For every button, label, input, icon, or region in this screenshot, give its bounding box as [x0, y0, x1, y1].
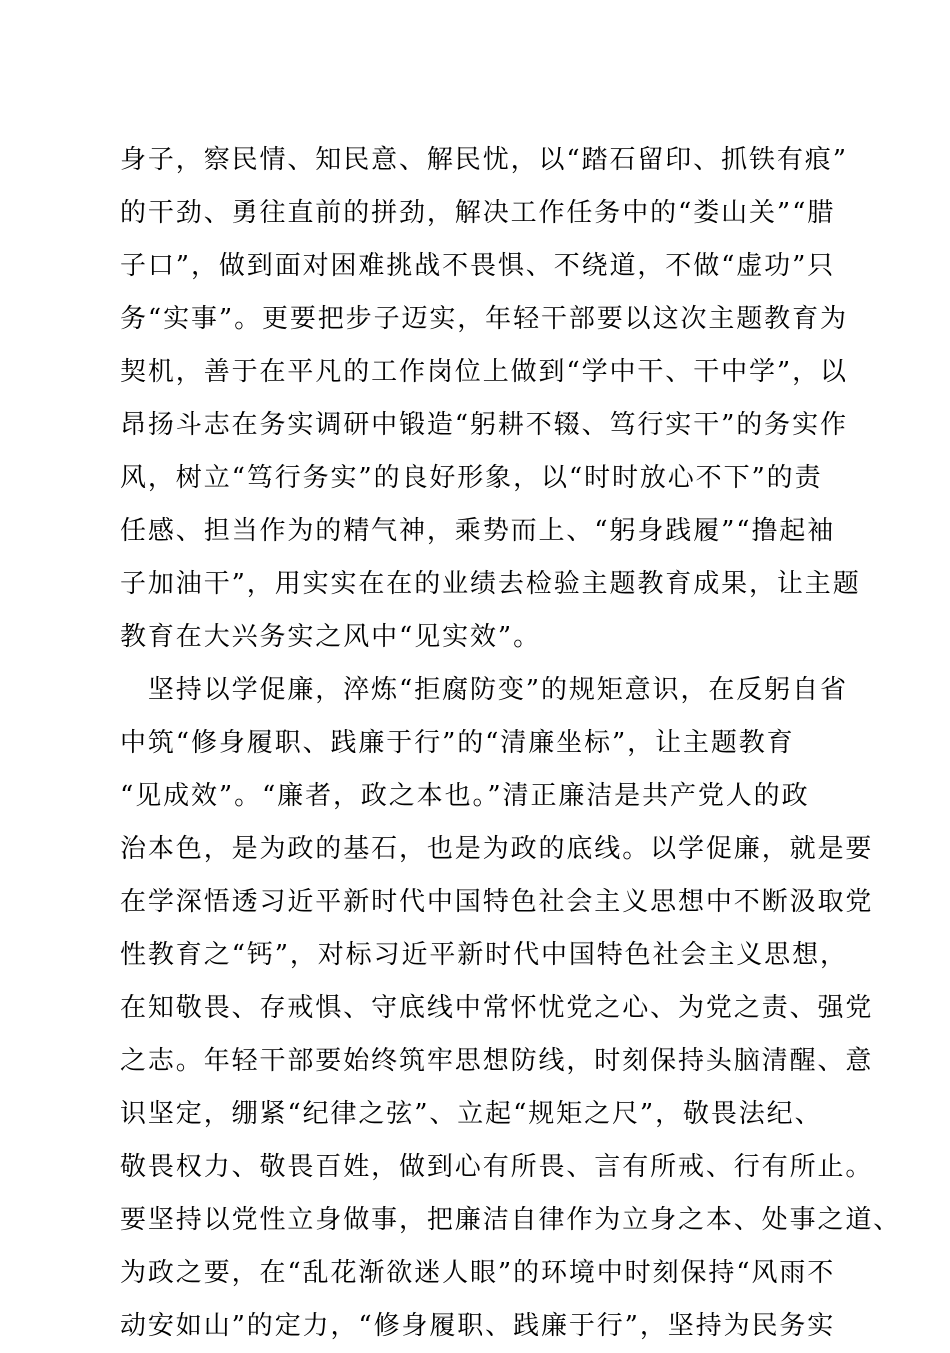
text-line: 性教育之“钙”，对标习近平新时代中国特色社会主义思想， — [120, 940, 848, 970]
text-line: 敬畏权力、敬畏百姓，做到心有所畏、言有所戒、行有所止。 — [120, 1152, 874, 1182]
text-line: 昂扬斗志在务实调研中锻造“躬耕不辍、笃行实干”的务实作 — [120, 410, 848, 440]
text-line: 在知敬畏、存戒惧、守底线中常怀忧党之心、为党之责、强党 — [120, 993, 874, 1023]
text-line: 教育在大兴务实之风中“见实效”。 — [120, 622, 541, 652]
text-line: 中筑“修身履职、践廉于行”的“清廉坐标”，让主题教育 — [120, 728, 795, 758]
text-line: 治本色，是为政的基石，也是为政的底线。以学促廉，就是要 — [120, 834, 874, 864]
text-line: 之志。年轻干部要始终筑牢思想防线，时刻保持头脑清醒、意 — [120, 1046, 874, 1076]
text-line: “见成效”。“廉者，政之本也。”清正廉洁是共产党人的政 — [120, 781, 810, 811]
text-line: 的干劲、勇往直前的拼劲，解决工作任务中的“娄山关”“腊 — [120, 198, 836, 228]
text-line: 动安如山”的定力，“修身履职、践廉于行”，坚持为民务实 — [120, 1311, 836, 1341]
text-line: 在学深悟透习近平新时代中国特色社会主义思想中不断汲取党 — [120, 887, 874, 917]
text-line: 识坚定，绷紧“纪律之弦”、立起“规矩之尺”，敬畏法纪、 — [120, 1099, 823, 1129]
body-text — [120, 134, 902, 1353]
text-line: 身子，察民情、知民意、解民忧，以“踏石留印、抓铁有痕” — [120, 145, 848, 175]
text-line: 任感、担当作为的精气神，乘势而上、“躬身践履”“撸起袖 — [120, 516, 836, 546]
text-line: 子加油干”，用实实在在的业绩去检验主题教育成果，让主题 — [120, 569, 861, 599]
text-line: 契机，善于在平凡的工作岗位上做到“学中干、干中学”，以 — [120, 357, 848, 387]
text-line: 为政之要，在“乱花渐欲迷人眼”的环境中时刻保持“风雨不 — [120, 1258, 836, 1288]
text-line: 坚持以学促廉，淬炼“拒腐防变”的规矩意识，在反躬自省 — [120, 675, 848, 705]
text-line: 子口”，做到面对困难挑战不畏惧、不绕道，不做“虚功”只 — [120, 251, 836, 281]
text-line: 风，树立“笃行务实”的良好形象，以“时时放心不下”的责 — [120, 463, 823, 493]
text-line: 务“实事”。更要把步子迈实，年轻干部要以这次主题教育为 — [120, 304, 848, 334]
text-line: 要坚持以党性立身做事，把廉洁自律作为立身之本、处事之道、 — [120, 1205, 902, 1235]
